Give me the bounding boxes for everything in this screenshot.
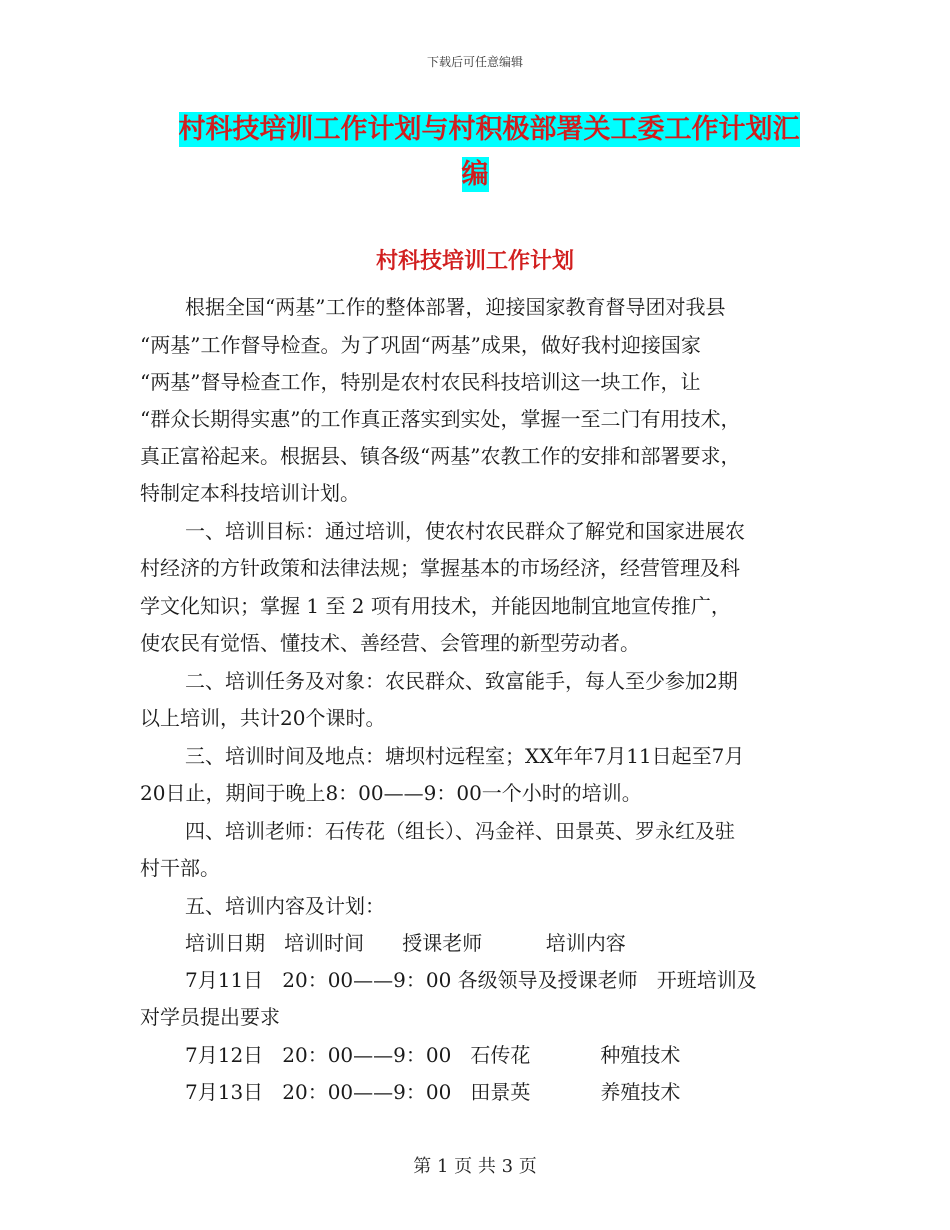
schedule-row: 7月12日 20：00——9：00 石传花 种殖技术 [185, 1043, 681, 1067]
body-line: 学文化知识；掌握 1 至 2 项有用技术，并能因地制宜地宣传推广， [140, 594, 731, 618]
body-line: 四、培训老师：石传花（组长）、冯金祥、田景英、罗永红及驻 [185, 819, 735, 843]
body-line: 二、培训任务及对象：农民群众、致富能手，每人至少参加2期 [185, 669, 738, 693]
schedule-row: 7月13日 20：00——9：00 田景英 养殖技术 [185, 1080, 681, 1104]
body-line: 特制定本科技培训计划。 [140, 481, 360, 505]
page-footer: 第 1 页 共 3 页 [413, 1156, 537, 1177]
body-line: 村经济的方针政策和法律法规；掌握基本的市场经济，经营管理及科 [140, 556, 740, 580]
schedule-header: 培训日期 培训时间 授课老师 培训内容 [185, 931, 626, 955]
main-title-line-1 [14, 110, 950, 150]
body-line: 五、培训内容及计划： [185, 894, 385, 918]
main-title-line-2 [0, 155, 950, 195]
body-line: 三、培训时间及地点：塘坝村远程室；XX年年7月11日起至7月 [185, 744, 745, 768]
body-line: 村干部。 [140, 856, 220, 880]
body-line: 真正富裕起来。根据县、镇各级“两基”农教工作的安排和部署要求， [140, 444, 741, 468]
body-line: “群众长期得实惠”的工作真正落实到实处，掌握一至二门有用技术， [140, 407, 741, 431]
body-line: 一、培训目标：通过培训，使农村农民群众了解党和国家进展农 [185, 519, 745, 543]
main-title-text-2: 编 [461, 159, 489, 190]
schedule-row: 7月11日 20：00——9：00 各级领导及授课老师 开班培训及 [185, 968, 757, 992]
body-line: 根据全国“两基”工作的整体部署，迎接国家教育督导团对我县 [185, 295, 726, 319]
sub-title: 村科技培训工作计划 [375, 248, 574, 274]
body-line: “两基”督导检查工作，特别是农村农民科技培训这一块工作，让 [140, 370, 701, 394]
main-title-text-1: 村科技培训工作计划与村积极部署关工委工作计划汇 [178, 114, 800, 145]
header-note: 下载后可任意编辑 [426, 55, 523, 69]
body-line: “两基”工作督导检查。为了巩固“两基”成果，做好我村迎接国家 [140, 333, 701, 357]
body-line: 使农民有觉悟、懂技术、善经营、会管理的新型劳动者。 [140, 631, 640, 655]
body-line: 20日止，期间于晚上8：00——9：00一个小时的培训。 [140, 781, 642, 805]
body-line: 以上培训，共计20个课时。 [140, 706, 386, 730]
schedule-row-cont: 对学员提出要求 [140, 1005, 280, 1029]
